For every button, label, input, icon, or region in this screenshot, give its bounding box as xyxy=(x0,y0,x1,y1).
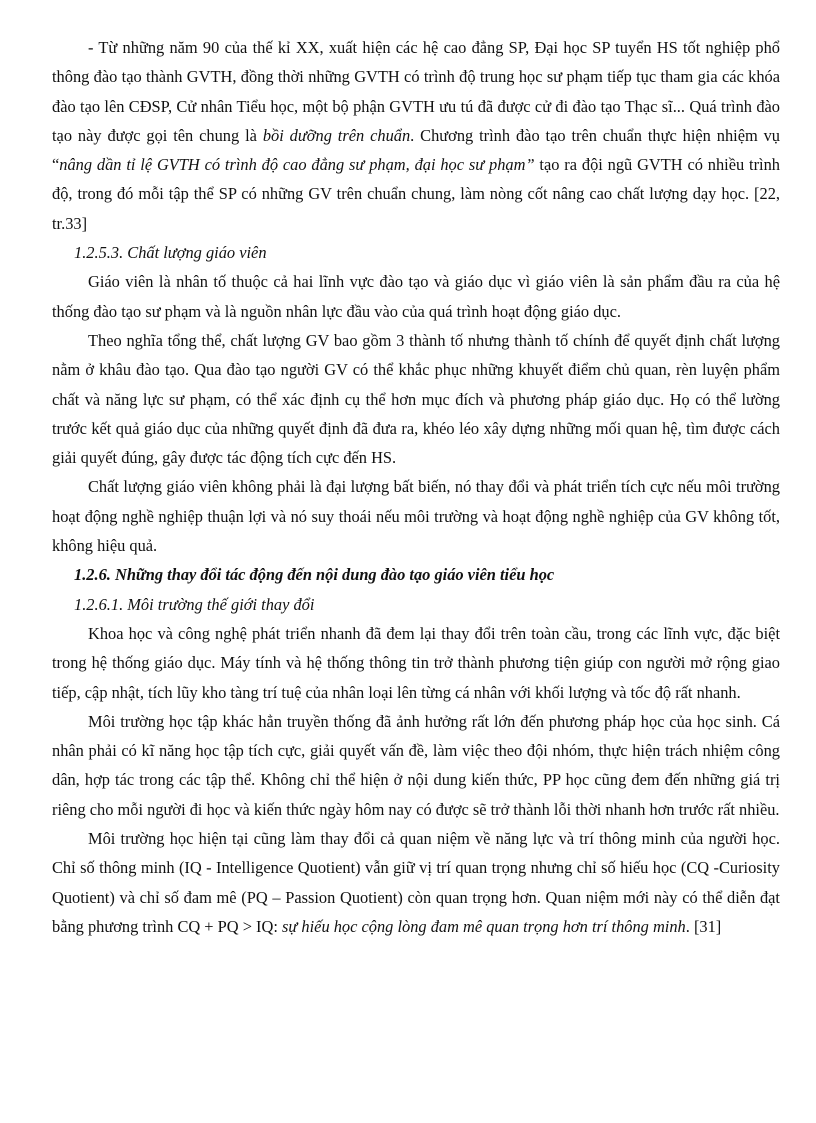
section-heading-1-2-5-3: 1.2.5.3. Chất lượng giáo viên xyxy=(74,243,267,263)
citation: . [31] xyxy=(685,916,722,936)
paragraph-quality-components: Theo nghĩa tổng thể, chất lượng GV bao gồm 3 thành tố nhưng thành tố chính để quyết định chất lượng nằm ở khâu đào tạo. Qua đào tạo người GV có thể khắc phục những khuyết điểm chủ quan, rèn luyện phẩm chất và năng lực sư phạm, có thể xác định cụ thể hơn mục đích và phương pháp giáo dục. Họ có thể lường trước kết quả giáo dục của những quyết định đã đưa ra, khéo léo xây dựng những mối quan hệ, tìm được cách giải quyết đúng, gây được tác động tích cực đến HS. xyxy=(52,330,780,468)
italic-quote: nâng dần tỉ lệ GVTH có trình độ cao đẳng sư phạm, đại học sư phạm” xyxy=(59,155,535,175)
italic-conclusion: sự hiếu học cộng lòng đam mê quan trọng hơn trí thông minh xyxy=(282,916,686,936)
document-page xyxy=(52,33,780,941)
paragraph-text: tạo ra đội ngũ GVTH có nhiều trình độ, trong đó mỗi tập thể SP có những GV trên chuẩn chung, làm nòng cốt nâng cao chất lượng dạy học. [22, tr.33] xyxy=(52,155,781,233)
paragraph-quality-variable: Chất lượng giáo viên không phải là đại lượng bất biến, nó thay đổi và phát triển tích cực nếu môi trường hoạt động nghề nghiệp thuận lợi và nó suy thoái nếu môi trường và hoạt động nghề nghiệp của GV không tốt, không hiệu quả. xyxy=(52,477,780,556)
section-heading-1-2-6-1: 1.2.6.1. Môi trường thế giới thay đổi xyxy=(74,594,315,614)
section-heading-1-2-6: 1.2.6. Những thay đổi tác động đến nội dung đào tạo giáo viên tiểu học xyxy=(74,565,555,585)
italic-term: bồi dưỡng trên chuẩn xyxy=(262,125,411,145)
paragraph-text: - Từ những năm 90 của thế kỉ XX, xuất hiện các hệ cao đẳng SP, Đại học SP tuyển HS tốt nghiệp phổ thông đào tạo thành GVTH, đồng thời những GVTH có trình độ trung học sư phạm tiếp tục tham gia các khóa đào tạo lên CĐSP, Cử nhân Tiểu học, một bộ phận GVTH ưu tú đã được cử đi đào tạo Thạc sĩ... Quá trình đào tạo này được gọi tên chung là xyxy=(52,38,780,145)
paragraph-learning-environment: Môi trường học tập khác hẳn truyền thống đã ảnh hưởng rất lớn đến phương pháp học của học sinh. Cá nhân phải có kĩ năng học tập tích cực, giải quyết vấn đề, làm việc theo đội nhóm, thực hiện trách nhiệm công dân, hợp tác trong các tập thể. Không chỉ thể hiện ở nội dung kiến thức, PP học cũng đem đến những giá trị riêng cho mỗi người đi học và kiến thức ngày hôm nay có được sẽ trở thành lỗi thời nhanh hơn trước rất nhiều. xyxy=(52,711,780,819)
paragraph-teacher-factor: Giáo viên là nhân tố thuộc cả hai lĩnh vực đào tạo và giáo dục vì giáo viên là sản phẩm đầu ra của hệ thống đào tạo sư phạm và là nguồn nhân lực đầu vào của quá trình hoạt động giáo dục. xyxy=(52,272,780,321)
paragraph-text: . Chương trình đào tạo trên chuẩn thực hiện nhiệm vụ “ xyxy=(52,125,780,175)
paragraph-text: Môi trường học hiện tại cũng làm thay đổi cả quan niệm về năng lực và trí thông minh của người học. Chỉ số thông minh (IQ - Intelligence Quotient) vẫn giữ vị trí quan trọng nhưng chỉ số hiếu học (CQ -Curiosity Quotient) và chỉ số đam mê (PQ – Passion Quotient) còn quan trọng hơn. Quan niệm mới này có thể diễn đạt bằng phương trình CQ + PQ > IQ: xyxy=(52,829,780,936)
paragraph-training-above-standard xyxy=(52,33,780,238)
paragraph-intelligence-concept xyxy=(52,824,780,941)
paragraph-science-technology: Khoa học và công nghệ phát triển nhanh đã đem lại thay đổi trên toàn cầu, trong các lĩnh vực, đặc biệt trong hệ thống giáo dục. Máy tính và hệ thống thông tin trở thành phương tiện giúp con người mở rộng giao tiếp, cập nhật, tích lũy kho tàng trí tuệ của nhân loại lên từng cá nhân với khối lượng và tốc độ rất nhanh. xyxy=(52,623,780,702)
